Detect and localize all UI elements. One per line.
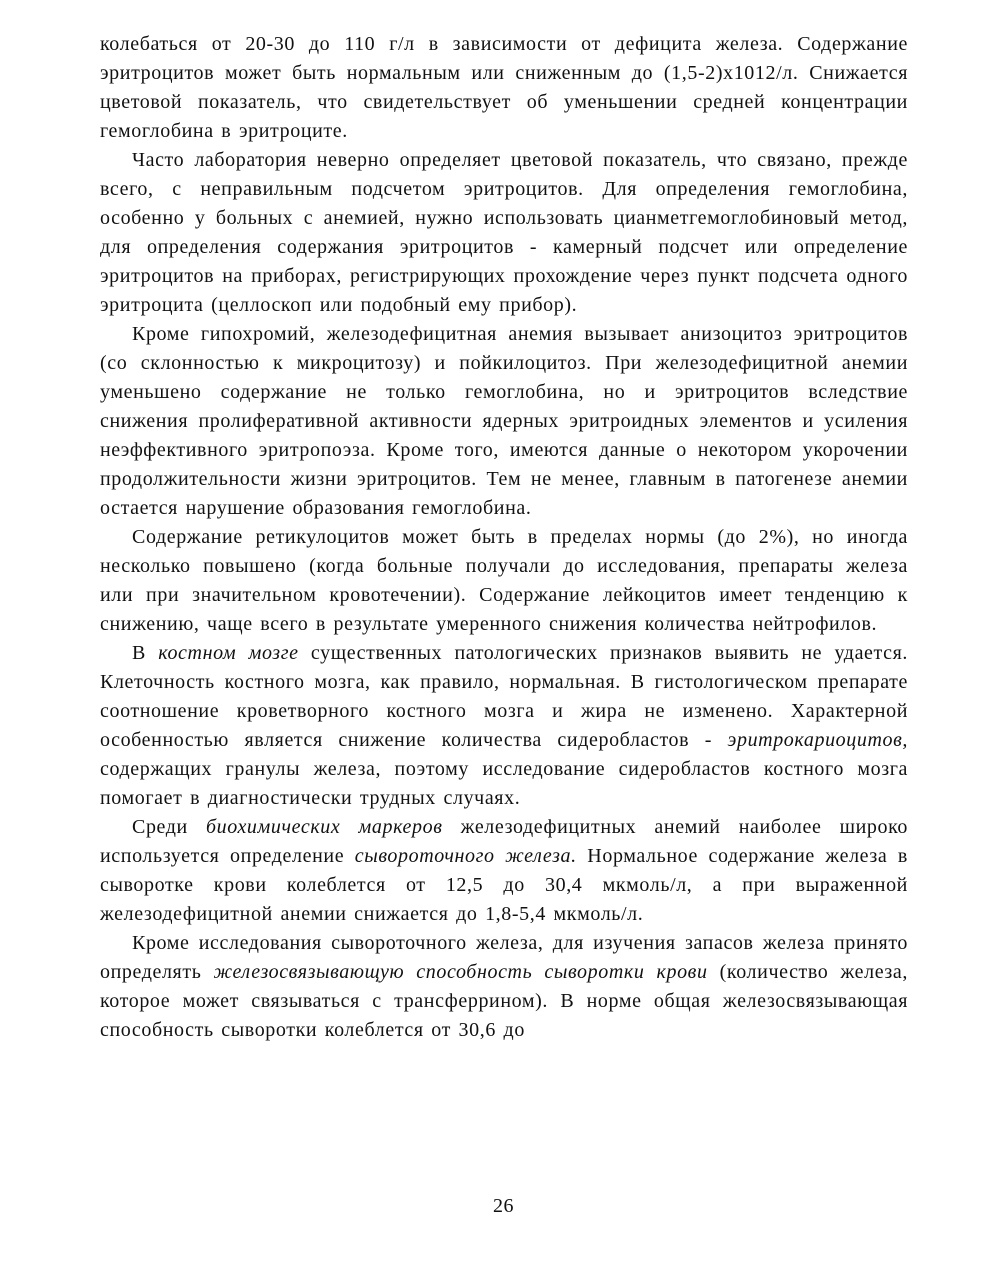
paragraph-text: В [132,642,159,664]
paragraph-text: Кроме гипохромий, железодефицитная анемия вызывает анизоцитоз эритроцитов (со склонностью к микроцитозу) и пойкилоцитоз. При железодефицитной анемии уменьшено содержание не только гемоглобина, но и эритроцитов вследствие снижения пролиферативной активности ядерных эритроидных элементов и усиления неэффективного эритропоэза. Кроме того, имеются данные о некотором укорочении продолжительности жизни эритроцитов. Тем не менее, главным в патогенезе анемии остается нарушение образования гемоглобина. [100,323,908,519]
italic-term: биохимических маркеров [206,816,443,838]
body-text [100,30,908,1045]
italic-term: железосвязывающую способность сыворотки крови [213,961,708,983]
paragraph-text: (количество железа, которое может связываться с трансферрином). В норме общая железосвязывающая способность сыворотки колеблется от 30,6 до [100,961,909,1041]
paragraph-3 [100,320,908,523]
paragraph-4 [100,523,908,639]
paragraph-text: Кроме исследования сывороточного железа, для изучения запасов железа принято определять [100,932,908,983]
paragraph-7 [100,929,908,1045]
paragraph-6 [100,813,908,929]
paragraph-text: колебаться от 20-30 до 110 г/л в зависимости от дефицита железа. Содержание эритроцитов может быть нормальным или сниженным до (1,5-2)х1012/л. Снижается цветовой показатель, что свидетельствует об уменьшении средней концентрации гемоглобина в эритроците. [100,33,908,142]
paragraph-text: железодефицитных анемий наиболее широко используется определение [100,816,908,867]
paragraph-text: содержащих гранулы железа, поэтому исследование сидеробластов костного мозга помогает в диагностически трудных случаях. [100,758,908,809]
italic-term: костном мозге [158,642,299,664]
paragraph-5 [100,639,908,813]
paragraph-text: Среди [132,816,206,838]
italic-term: эритрокариоцитов, [727,729,908,751]
page-number: 26 [493,1195,514,1217]
paragraph-2 [100,146,908,320]
paragraph-text: существенных патологических признаков выявить не удается. Клеточность костного мозга, как правило, нормальная. В гистологическом препарате соотношение кроветворного костного мозга и жира не изменено. Характерной особенностью является снижение количества сидеробластов - [100,642,908,751]
paragraph-text: Часто лаборатория неверно определяет цветовой показатель, что связано, прежде всего, с неправильным подсчетом эритроцитов. Для определения гемоглобина, особенно у больных с анемией, нужно использовать цианметгемоглобиновый метод, для определения содержания эритроцитов - камерный подсчет или определение эритроцитов на приборах, регистрирующих прохождение через пункт подсчета одного эритроцита (целлоскоп или подобный ему прибор). [100,149,908,316]
paragraph-text: Нормальное содержание железа в сыворотке крови колеблется от 12,5 до 30,4 мкмоль/л, а при выраженной железодефицитной анемии снижается до 1,8-5,4 мкмоль/л. [100,845,908,925]
paragraph-text: Содержание ретикулоцитов может быть в пределах нормы (до 2%), но иногда несколько повышено (когда больные получали до исследования, препараты железа или при значительном кровотечении). Содержание лейкоцитов имеет тенденцию к снижению, чаще всего в результате умеренного снижения количества нейтрофилов. [100,526,908,635]
paragraph-1 [100,30,908,146]
italic-term: сывороточного железа. [354,845,577,867]
